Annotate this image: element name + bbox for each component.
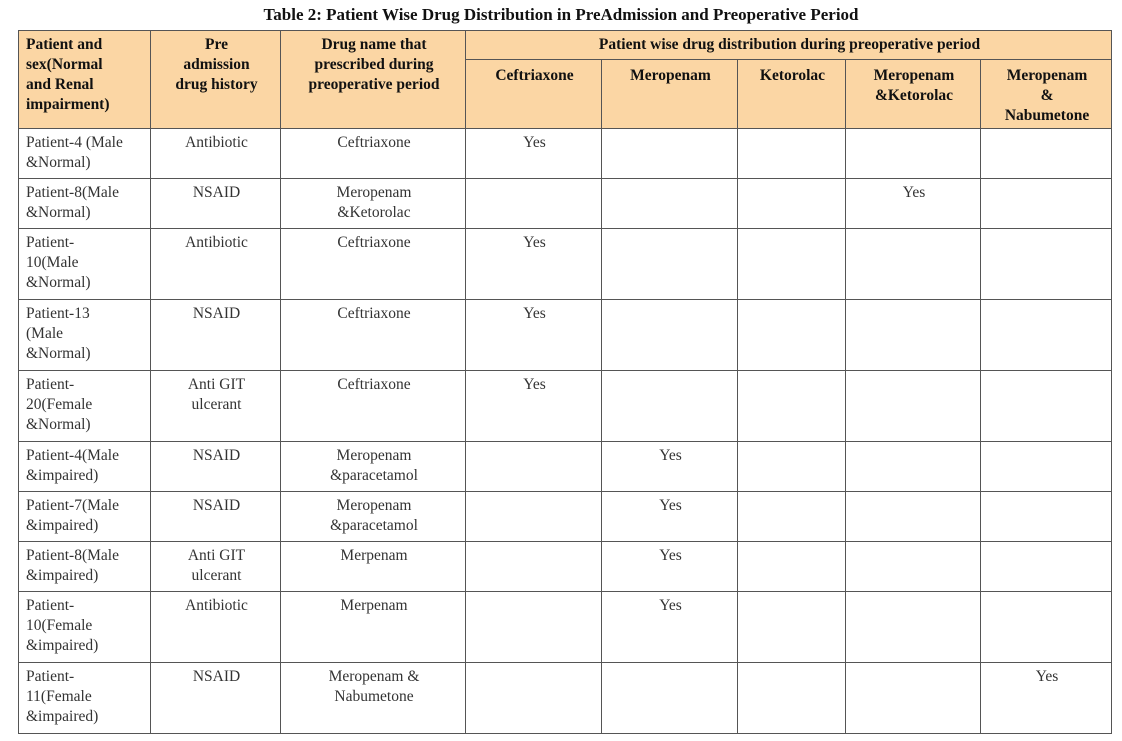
cell-meropenam-ketorolac (846, 300, 981, 371)
cell-ketorolac (738, 300, 846, 371)
cell-drug: Meropenam &paracetamol (281, 442, 466, 492)
cell-ceftriaxone (466, 492, 602, 542)
cell-drug: Ceftriaxone (281, 371, 466, 442)
table-row (19, 663, 1112, 734)
cell-meropenam-nabumetone (981, 492, 1112, 542)
cell-drug: Meropenam & Nabumetone (281, 663, 466, 734)
table-caption: Table 2: Patient Wise Drug Distribution in PreAdmission and Preoperative Period (263, 5, 859, 24)
cell-patient: Patient-8(Male &Normal) (19, 179, 151, 229)
cell-patient: Patient-7(Male &impaired) (19, 492, 151, 542)
header-patient: Patient and sex(Normal and Renal impairment) (19, 31, 151, 129)
header-meropenam-ketorolac: Meropenam &Ketorolac (846, 60, 981, 129)
cell-history: NSAID (151, 179, 281, 229)
cell-ketorolac (738, 129, 846, 179)
cell-ceftriaxone: Yes (466, 371, 602, 442)
cell-drug: Meropenam &paracetamol (281, 492, 466, 542)
cell-meropenam-ketorolac (846, 542, 981, 592)
table-row (19, 542, 1112, 592)
cell-ceftriaxone (466, 663, 602, 734)
cell-ketorolac (738, 492, 846, 542)
cell-ketorolac (738, 371, 846, 442)
cell-history: NSAID (151, 300, 281, 371)
cell-meropenam (602, 179, 738, 229)
cell-ketorolac (738, 179, 846, 229)
header-drug: Drug name that prescribed during preoperative period (281, 31, 466, 129)
cell-history: Anti GIT ulcerant (151, 371, 281, 442)
cell-meropenam (602, 300, 738, 371)
table-row (19, 179, 1112, 229)
cell-meropenam-nabumetone (981, 542, 1112, 592)
table-row (19, 371, 1112, 442)
cell-meropenam-nabumetone: Yes (981, 663, 1112, 734)
cell-history: NSAID (151, 492, 281, 542)
cell-meropenam-ketorolac (846, 371, 981, 442)
cell-drug: Merpenam (281, 592, 466, 663)
cell-meropenam-nabumetone (981, 129, 1112, 179)
cell-patient: Patient-8(Male &impaired) (19, 542, 151, 592)
header-meropenam-nabumetone: Meropenam & Nabumetone (981, 60, 1112, 129)
header-row-top (19, 31, 1112, 60)
table-row (19, 592, 1112, 663)
table-row (19, 129, 1112, 179)
cell-history: NSAID (151, 442, 281, 492)
cell-patient: Patient-4(Male &impaired) (19, 442, 151, 492)
cell-patient: Patient- 20(Female &Normal) (19, 371, 151, 442)
cell-ceftriaxone (466, 542, 602, 592)
drug-distribution-table (18, 30, 1112, 734)
cell-meropenam-nabumetone (981, 371, 1112, 442)
cell-drug: Ceftriaxone (281, 129, 466, 179)
cell-history: Antibiotic (151, 592, 281, 663)
cell-meropenam-ketorolac (846, 442, 981, 492)
cell-ketorolac (738, 592, 846, 663)
cell-ketorolac (738, 542, 846, 592)
cell-meropenam (602, 371, 738, 442)
cell-patient: Patient- 11(Female &impaired) (19, 663, 151, 734)
cell-meropenam (602, 129, 738, 179)
header-meropenam: Meropenam (602, 60, 738, 129)
cell-ceftriaxone: Yes (466, 300, 602, 371)
cell-ketorolac (738, 442, 846, 492)
cell-drug: Ceftriaxone (281, 300, 466, 371)
table-row (19, 229, 1112, 300)
cell-history: NSAID (151, 663, 281, 734)
header-history: Pre admission drug history (151, 31, 281, 129)
cell-ketorolac (738, 229, 846, 300)
header-ketorolac: Ketorolac (738, 60, 846, 129)
cell-meropenam (602, 663, 738, 734)
cell-meropenam-nabumetone (981, 179, 1112, 229)
cell-meropenam: Yes (602, 542, 738, 592)
cell-patient: Patient-4 (Male &Normal) (19, 129, 151, 179)
cell-patient: Patient-13 (Male &Normal) (19, 300, 151, 371)
cell-meropenam: Yes (602, 592, 738, 663)
cell-patient: Patient- 10(Female &impaired) (19, 592, 151, 663)
cell-drug: Merpenam (281, 542, 466, 592)
cell-meropenam-ketorolac (846, 129, 981, 179)
table-row (19, 300, 1112, 371)
header-ceftriaxone: Ceftriaxone (466, 60, 602, 129)
cell-patient: Patient- 10(Male &Normal) (19, 229, 151, 300)
cell-meropenam-ketorolac (846, 229, 981, 300)
cell-ceftriaxone (466, 442, 602, 492)
cell-history: Antibiotic (151, 129, 281, 179)
cell-ketorolac (738, 663, 846, 734)
cell-ceftriaxone (466, 179, 602, 229)
cell-meropenam-ketorolac (846, 663, 981, 734)
cell-meropenam: Yes (602, 442, 738, 492)
cell-meropenam-nabumetone (981, 592, 1112, 663)
cell-meropenam-nabumetone (981, 300, 1112, 371)
cell-drug: Meropenam &Ketorolac (281, 179, 466, 229)
cell-meropenam: Yes (602, 492, 738, 542)
cell-meropenam (602, 229, 738, 300)
cell-ceftriaxone: Yes (466, 129, 602, 179)
cell-meropenam-ketorolac: Yes (846, 179, 981, 229)
table-row (19, 492, 1112, 542)
cell-meropenam-ketorolac (846, 592, 981, 663)
cell-history: Antibiotic (151, 229, 281, 300)
cell-meropenam-nabumetone (981, 229, 1112, 300)
table-row (19, 442, 1112, 492)
header-group: Patient wise drug distribution during preoperative period (466, 31, 1112, 60)
cell-ceftriaxone: Yes (466, 229, 602, 300)
cell-history: Anti GIT ulcerant (151, 542, 281, 592)
cell-ceftriaxone (466, 592, 602, 663)
cell-meropenam-nabumetone (981, 442, 1112, 492)
cell-drug: Ceftriaxone (281, 229, 466, 300)
cell-meropenam-ketorolac (846, 492, 981, 542)
